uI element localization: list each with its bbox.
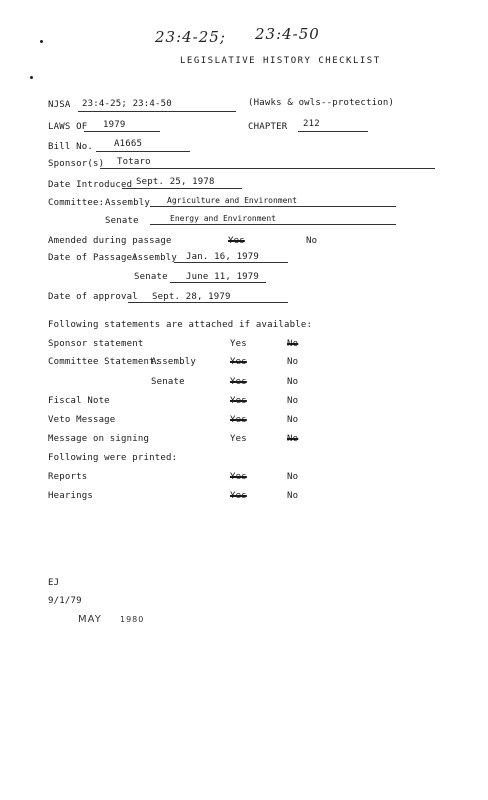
date-introduced-underline: [122, 188, 242, 189]
sponsor-label: Sponsor(s): [48, 159, 105, 169]
passage-assembly-value: Jan. 16, 1979: [186, 252, 260, 262]
committee-statement-assembly: Assembly: [151, 357, 196, 367]
page-title: LEGISLATIVE HISTORY CHECKLIST: [180, 56, 381, 66]
fiscal-note-label: Fiscal Note: [48, 396, 110, 406]
chapter-label: CHAPTER: [248, 122, 288, 132]
veto-message-label: Veto Message: [48, 415, 116, 425]
njsa-underline: [78, 111, 236, 112]
fiscal-note-yes: Yes: [230, 396, 247, 406]
veto-message-yes: Yes: [230, 415, 247, 425]
chapter-underline: [298, 131, 368, 132]
sponsor-statement-label: Sponsor statement: [48, 339, 144, 349]
attached-heading: Following statements are attached if available:: [48, 320, 313, 330]
hearings-yes: Yes: [230, 491, 247, 501]
sponsor-statement-yes: Yes: [230, 339, 247, 349]
margin-speck: [40, 40, 43, 43]
date-introduced-label: Date Introduced: [48, 180, 133, 190]
committee-senate-underline: [150, 224, 396, 225]
committee-label: Committee:: [48, 198, 105, 208]
committee-assembly-value: Agriculture and Environment: [167, 196, 298, 205]
committee-assembly-underline: [150, 206, 396, 207]
message-signing-label: Message on signing: [48, 434, 150, 444]
committee-senate-value: Energy and Environment: [170, 214, 276, 223]
sponsor-value: Totaro: [117, 157, 151, 167]
laws-of-underline: [84, 131, 160, 132]
received-stamp-month: MAY: [78, 614, 102, 625]
veto-message-no: No: [287, 415, 299, 425]
committee-statement-assembly-yes: Yes: [230, 357, 247, 367]
initials: EJ: [48, 578, 60, 588]
njsa-note: (Hawks & owls--protection): [248, 98, 395, 108]
passage-assembly-label: Assembly: [132, 253, 177, 263]
message-signing-yes: Yes: [230, 434, 247, 444]
amended-yes: Yes: [228, 236, 245, 246]
passage-senate-underline: [170, 282, 266, 283]
sponsor-underline: [100, 168, 435, 169]
committee-senate-label: Senate: [105, 216, 139, 226]
njsa-value: 23:4-25; 23:4-50: [82, 99, 172, 109]
fiscal-note-no: No: [287, 396, 299, 406]
passage-label: Date of Passage:: [48, 253, 138, 263]
approval-underline: [128, 302, 288, 303]
committee-statement-assembly-no: No: [287, 357, 299, 367]
handwritten-statute-2: 23:4-50: [255, 25, 320, 43]
reports-no: No: [287, 472, 299, 482]
reports-label: Reports: [48, 472, 88, 482]
chapter-value: 212: [303, 119, 320, 129]
passage-assembly-underline: [174, 262, 288, 263]
laws-of-label: LAWS OF: [48, 122, 88, 132]
committee-assembly-label: Assembly: [105, 198, 150, 208]
laws-of-value: 1979: [103, 120, 126, 130]
approval-value: Sept. 28, 1979: [152, 292, 231, 302]
bill-underline: [96, 151, 190, 152]
njsa-label: NJSA: [48, 100, 71, 110]
handwritten-statutes: 23:4-25;: [155, 28, 226, 46]
message-signing-no: No: [287, 434, 299, 444]
sponsor-statement-no: No: [287, 339, 299, 349]
margin-speck: [30, 76, 33, 79]
reports-yes: Yes: [230, 472, 247, 482]
received-stamp: [78, 614, 144, 625]
passage-senate-value: June 11, 1979: [186, 272, 260, 282]
committee-statement-senate-yes: Yes: [230, 377, 247, 387]
bill-value: A1665: [114, 139, 143, 149]
amended-label: Amended during passage: [48, 236, 172, 246]
passage-senate-label: Senate: [134, 272, 168, 282]
printed-heading: Following were printed:: [48, 453, 178, 463]
bill-label: Bill No.: [48, 142, 93, 152]
date-introduced-value: Sept. 25, 1978: [136, 177, 215, 187]
footer-date: 9/1/79: [48, 596, 82, 606]
committee-statement-senate: Senate: [151, 377, 185, 387]
amended-no: No: [306, 236, 318, 246]
approval-label: Date of approval: [48, 292, 138, 302]
received-stamp-year: 1980: [120, 615, 145, 624]
hearings-label: Hearings: [48, 491, 93, 501]
committee-statement-label: Committee Statement:: [48, 357, 161, 367]
hearings-no: No: [287, 491, 299, 501]
committee-statement-senate-no: No: [287, 377, 299, 387]
